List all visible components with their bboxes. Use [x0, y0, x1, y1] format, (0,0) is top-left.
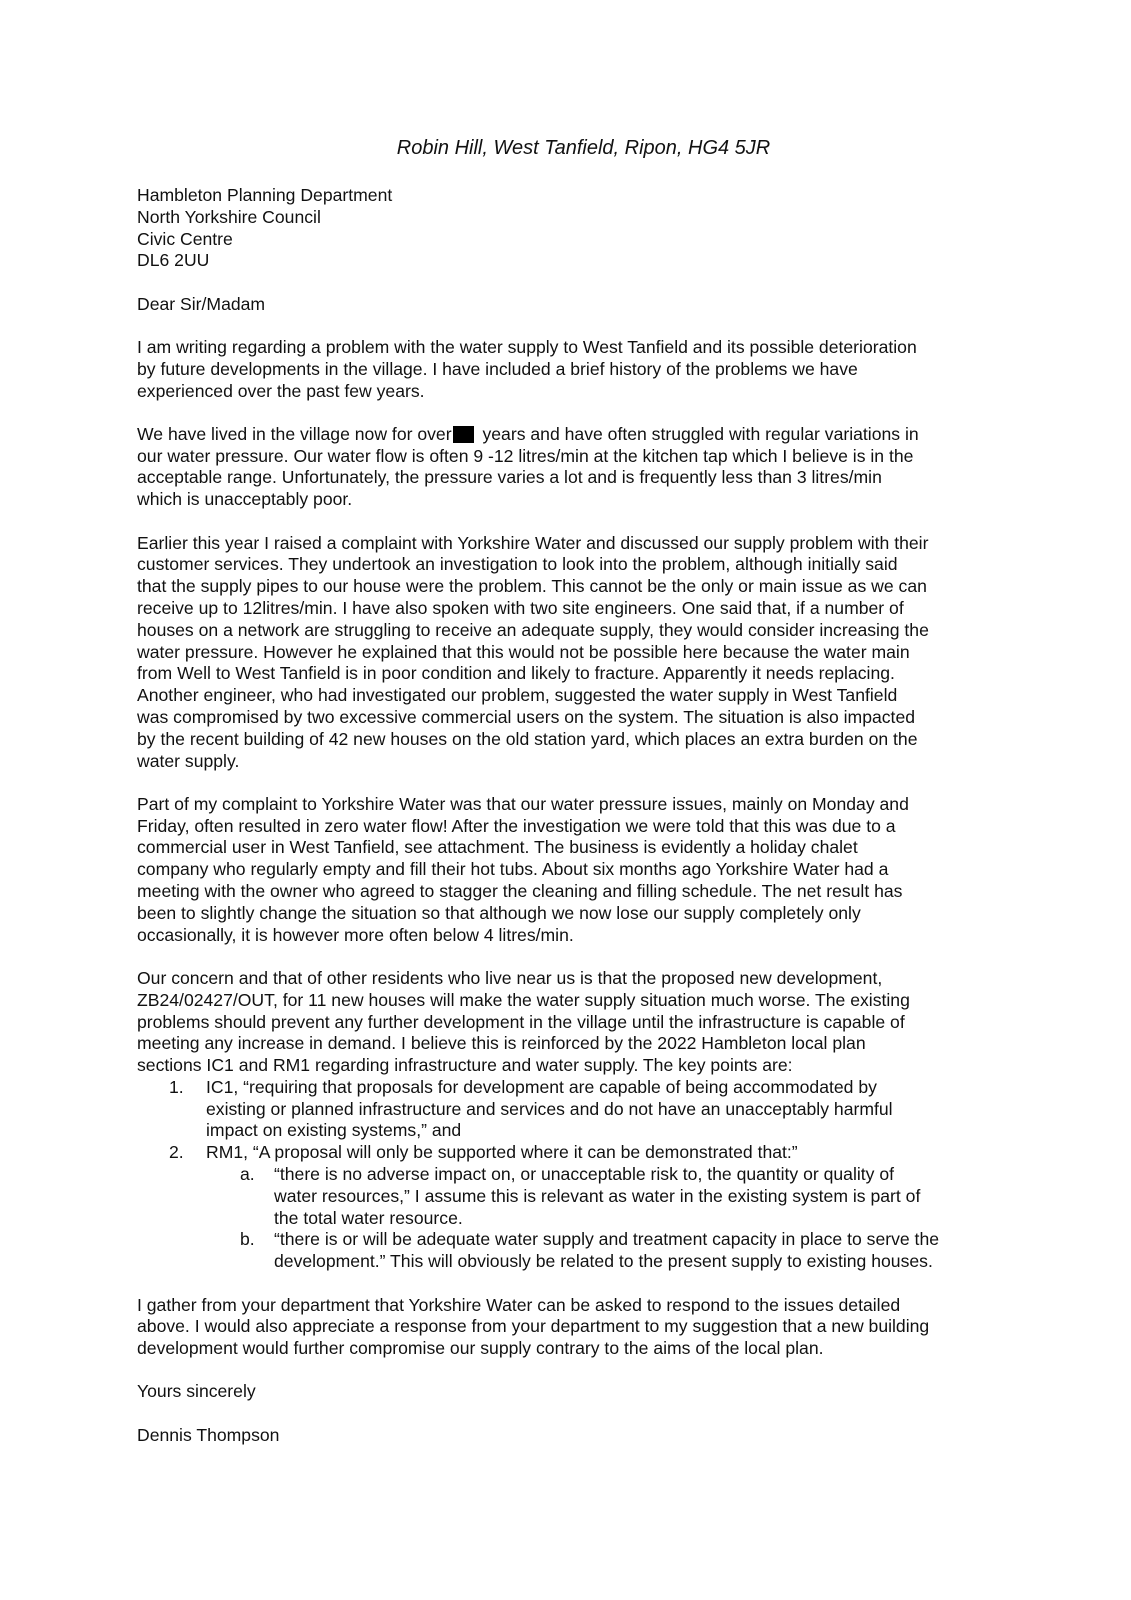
paragraph-intro: [137, 337, 999, 402]
recipient-line: Hambleton Planning Department: [137, 185, 393, 205]
paragraph-request: [137, 1295, 999, 1360]
paragraph-complaint: [137, 533, 999, 773]
list-line: impact on existing systems,” and: [206, 1120, 462, 1141]
paragraph-line: company who regularly empty and fill their hot tubs. About six months ago Yorkshire Water had a: [137, 859, 889, 880]
paragraph-line: from Well to West Tanfield is in poor condition and likely to fracture. Apparently it needs replacing.: [137, 663, 895, 684]
signature: [137, 1425, 999, 1447]
paragraph-line: was compromised by two excessive commercial users on the system. The situation is also impacted: [137, 706, 916, 727]
paragraph-line: which is unacceptably poor.: [137, 489, 353, 510]
list-marker: 2.: [169, 1142, 184, 1163]
paragraph-line: receive up to 12litres/min. I have also spoken with two site engineers. One said that, if a number of: [137, 597, 904, 618]
salutation: [137, 294, 999, 316]
list-line: “there is or will be adequate water supply and treatment capacity in place to serve the: [274, 1229, 940, 1250]
redaction-box: [453, 426, 474, 443]
recipient-address: [137, 185, 999, 272]
paragraph-line: I gather from your department that Yorkshire Water can be asked to respond to the issues detailed: [137, 1294, 901, 1315]
list-line: water resources,” I assume this is relevant as water in the existing system is part of: [274, 1185, 921, 1206]
paragraph-line: I am writing regarding a problem with the water supply to West Tanfield and its possible deterioration: [137, 336, 917, 357]
paragraph-line: Another engineer, who had investigated our problem, suggested the water supply in West Tanfield: [137, 685, 898, 706]
paragraph-line: our water pressure. Our water flow is often 9 -12 litres/min at the kitchen tap which I believe is in the: [137, 445, 914, 466]
paragraph-line: meeting any increase in demand. I believe this is reinforced by the 2022 Hambleton local plan: [137, 1033, 866, 1054]
recipient-line: Civic Centre: [137, 228, 233, 249]
paragraph-investigation: [137, 794, 999, 947]
closing-text: Yours sincerely: [137, 1381, 256, 1402]
paragraph-text: We have lived in the village now for over: [137, 423, 452, 444]
list-marker: a.: [240, 1164, 255, 1185]
list-marker: b.: [240, 1229, 255, 1250]
list-marker: 1.: [169, 1076, 184, 1097]
salutation-text: Dear Sir/Madam: [137, 293, 266, 314]
closing: [137, 1381, 999, 1403]
recipient-line: North Yorkshire Council: [137, 206, 321, 227]
paragraph-line: houses on a network are struggling to receive an adequate supply, they would consider increasing the: [137, 619, 929, 640]
sub-list-item: [137, 1229, 999, 1273]
paragraph-line: experienced over the past few years.: [137, 380, 425, 401]
paragraph-line: Part of my complaint to Yorkshire Water was that our water pressure issues, mainly on Monday and: [137, 793, 909, 814]
paragraph-line: Friday, often resulted in zero water flow! After the investigation we were told that this was due to a: [137, 815, 896, 836]
paragraph-line: commercial user in West Tanfield, see attachment. The business is evidently a holiday chalet: [137, 837, 858, 858]
list-line: IC1, “requiring that proposals for development are capable of being accommodated by: [206, 1076, 877, 1097]
paragraph-line: Earlier this year I raised a complaint with Yorkshire Water and discussed our supply problem with their: [137, 532, 929, 553]
paragraph-line: by future developments in the village. I have included a brief history of the problems we have: [137, 358, 858, 379]
list-item: [137, 1077, 999, 1142]
paragraph-line: occasionally, it is however more often below 4 litres/min.: [137, 924, 574, 945]
paragraph-line: Our concern and that of other residents who live near us is that the proposed new development,: [137, 967, 883, 988]
paragraph-history: [137, 424, 999, 511]
list-line: “there is no adverse impact on, or unacceptable risk to, the quantity or quality of: [274, 1164, 895, 1185]
paragraph-line: above. I would also appreciate a response from your department to my suggestion that a new building: [137, 1316, 930, 1337]
paragraph-line: development would further compromise our supply contrary to the aims of the local plan.: [137, 1338, 824, 1359]
paragraph-line: ZB24/02427/OUT, for 11 new houses will make the water supply situation much worse. The existing: [137, 989, 910, 1010]
list-item: [137, 1142, 999, 1164]
paragraph-line: been to slightly change the situation so that although we now lose our supply completely only: [137, 902, 861, 923]
list-line: existing or planned infrastructure and services and do not have an unacceptably harmful: [206, 1098, 893, 1119]
paragraph-line: that the supply pipes to our house were the problem. This cannot be the only or main issue as we can: [137, 576, 927, 597]
sender-address: Robin Hill, West Tanfield, Ripon, HG4 5JR: [396, 137, 771, 159]
letter-body: [137, 185, 999, 1468]
list-line: RM1, “A proposal will only be supported where it can be demonstrated that:”: [206, 1142, 798, 1163]
recipient-line: DL6 2UU: [137, 250, 210, 271]
paragraph-line: customer services. They undertook an investigation to look into the problem, although initially said: [137, 554, 898, 575]
paragraph-text: years and have often struggled with regular variations in: [477, 423, 919, 444]
sub-list-item: [137, 1164, 999, 1229]
paragraph-line: acceptable range. Unfortunately, the pressure varies a lot and is frequently less than 3 litres/min: [137, 467, 882, 488]
signature-name: Dennis Thompson: [137, 1424, 280, 1445]
paragraph-line: sections IC1 and RM1 regarding infrastructure and water supply. The key points are:: [137, 1055, 793, 1076]
policy-list: [137, 1077, 999, 1273]
paragraph-line: water pressure. However he explained that this would not be possible here because the water main: [137, 641, 910, 662]
list-line: development.” This will obviously be related to the present supply to existing houses.: [274, 1251, 933, 1272]
list-line: the total water resource.: [274, 1207, 463, 1228]
paragraph-concern: [137, 968, 999, 1273]
paragraph-line: water supply.: [137, 750, 240, 771]
paragraph-line: meeting with the owner who agreed to stagger the cleaning and filling schedule. The net result has: [137, 881, 903, 902]
paragraph-line: [137, 424, 999, 446]
paragraph-line: problems should prevent any further development in the village until the infrastructure is capable of: [137, 1011, 905, 1032]
paragraph-line: by the recent building of 42 new houses on the old station yard, which places an extra burden on the: [137, 728, 918, 749]
